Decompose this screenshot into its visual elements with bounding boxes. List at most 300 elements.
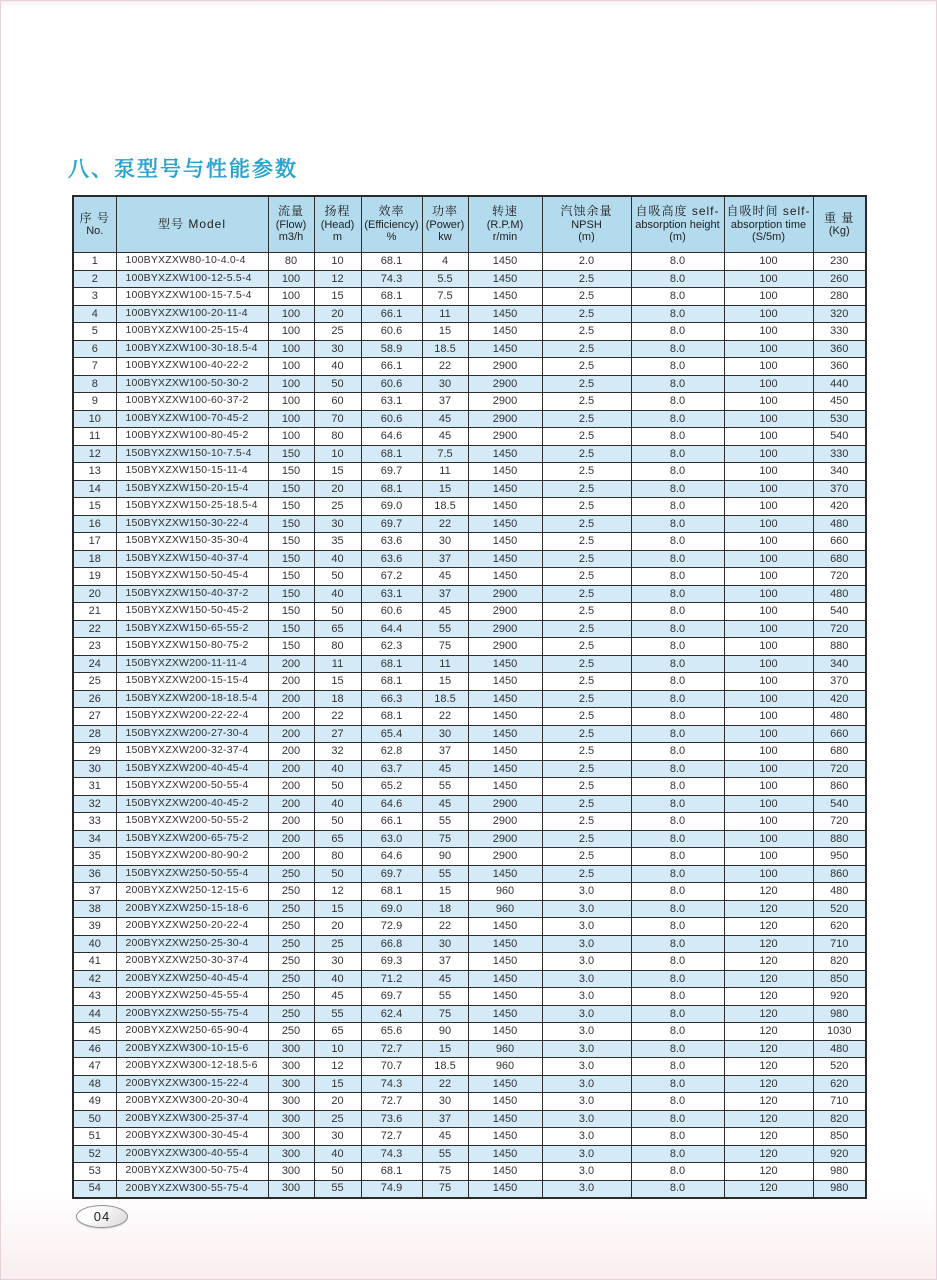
cell-eff: 64.6 — [361, 795, 422, 813]
cell-model: 200BYXZXW250-45-55-4 — [116, 988, 268, 1006]
cell-weight: 320 — [813, 305, 866, 323]
table-row — [73, 743, 866, 761]
cell-head: 40 — [314, 760, 361, 778]
cell-model: 200BYXZXW300-15-22-4 — [116, 1075, 268, 1093]
cell-eff: 69.0 — [361, 498, 422, 516]
cell-eff: 69.7 — [361, 515, 422, 533]
table-header-row — [73, 196, 866, 253]
cell-npsh: 2.5 — [542, 585, 631, 603]
cell-sat: 120 — [724, 1110, 813, 1128]
cell-npsh: 3.0 — [542, 1058, 631, 1076]
table-row — [73, 253, 866, 271]
cell-flow: 100 — [268, 270, 314, 288]
cell-rpm: 1450 — [468, 1075, 542, 1093]
cell-rpm: 1450 — [468, 690, 542, 708]
cell-power: 30 — [422, 1093, 468, 1111]
cell-no: 41 — [73, 953, 116, 971]
cell-sat: 120 — [724, 1163, 813, 1181]
cell-head: 25 — [314, 498, 361, 516]
cell-model: 150BYXZXW200-18-18.5-4 — [116, 690, 268, 708]
cell-model: 100BYXZXW100-40-22-2 — [116, 358, 268, 376]
cell-sah: 8.0 — [631, 743, 724, 761]
cell-rpm: 2900 — [468, 375, 542, 393]
cell-head: 15 — [314, 673, 361, 691]
pump-performance-table — [72, 195, 867, 1199]
cell-weight: 450 — [813, 393, 866, 411]
cell-no: 22 — [73, 620, 116, 638]
cell-flow: 150 — [268, 533, 314, 551]
cell-sah: 8.0 — [631, 953, 724, 971]
cell-model: 100BYXZXW100-50-30-2 — [116, 375, 268, 393]
cell-sat: 100 — [724, 358, 813, 376]
cell-eff: 72.9 — [361, 918, 422, 936]
cell-sah: 8.0 — [631, 690, 724, 708]
cell-head: 50 — [314, 778, 361, 796]
table-row — [73, 708, 866, 726]
cell-eff: 64.6 — [361, 428, 422, 446]
cell-eff: 64.4 — [361, 620, 422, 638]
table-row — [73, 568, 866, 586]
header-line: (Flow) — [275, 218, 307, 231]
cell-rpm: 1450 — [468, 655, 542, 673]
cell-sat: 100 — [724, 813, 813, 831]
cell-power: 45 — [422, 603, 468, 621]
table-row — [73, 393, 866, 411]
cell-sah: 8.0 — [631, 970, 724, 988]
cell-eff: 69.7 — [361, 988, 422, 1006]
cell-head: 55 — [314, 1005, 361, 1023]
cell-eff: 62.4 — [361, 1005, 422, 1023]
cell-power: 30 — [422, 935, 468, 953]
cell-weight: 280 — [813, 288, 866, 306]
cell-model: 150BYXZXW150-50-45-2 — [116, 603, 268, 621]
cell-weight: 850 — [813, 1128, 866, 1146]
cell-sat: 120 — [724, 970, 813, 988]
cell-sat: 100 — [724, 603, 813, 621]
cell-power: 18.5 — [422, 1058, 468, 1076]
cell-sah: 8.0 — [631, 1058, 724, 1076]
table-row — [73, 1023, 866, 1041]
cell-eff: 68.1 — [361, 480, 422, 498]
cell-flow: 300 — [268, 1110, 314, 1128]
cell-rpm: 2900 — [468, 795, 542, 813]
cell-npsh: 3.0 — [542, 1075, 631, 1093]
cell-flow: 150 — [268, 480, 314, 498]
cell-flow: 300 — [268, 1145, 314, 1163]
cell-sat: 100 — [724, 253, 813, 271]
cell-sat: 100 — [724, 375, 813, 393]
cell-sat: 120 — [724, 988, 813, 1006]
cell-model: 150BYXZXW150-30-22-4 — [116, 515, 268, 533]
cell-model: 100BYXZXW100-20-11-4 — [116, 305, 268, 323]
cell-rpm: 1450 — [468, 708, 542, 726]
cell-npsh: 2.5 — [542, 323, 631, 341]
cell-power: 11 — [422, 463, 468, 481]
cell-no: 37 — [73, 883, 116, 901]
cell-eff: 60.6 — [361, 603, 422, 621]
cell-rpm: 1450 — [468, 673, 542, 691]
cell-weight: 850 — [813, 970, 866, 988]
cell-sah: 8.0 — [631, 725, 724, 743]
cell-eff: 68.1 — [361, 673, 422, 691]
cell-weight: 520 — [813, 1058, 866, 1076]
cell-rpm: 1450 — [468, 1145, 542, 1163]
cell-power: 22 — [422, 515, 468, 533]
cell-head: 40 — [314, 795, 361, 813]
cell-sat: 100 — [724, 865, 813, 883]
cell-head: 18 — [314, 690, 361, 708]
cell-head: 40 — [314, 1145, 361, 1163]
cell-weight: 340 — [813, 655, 866, 673]
table-head — [73, 196, 866, 253]
cell-rpm: 1450 — [468, 253, 542, 271]
cell-flow: 100 — [268, 393, 314, 411]
cell-eff: 67.2 — [361, 568, 422, 586]
cell-npsh: 2.5 — [542, 778, 631, 796]
cell-weight: 480 — [813, 883, 866, 901]
cell-sah: 8.0 — [631, 428, 724, 446]
cell-model: 100BYXZXW100-60-37-2 — [116, 393, 268, 411]
cell-npsh: 2.5 — [542, 550, 631, 568]
table-row — [73, 953, 866, 971]
cell-sat: 100 — [724, 288, 813, 306]
page-number-badge — [76, 1205, 128, 1228]
cell-sat: 100 — [724, 760, 813, 778]
cell-power: 7.5 — [422, 445, 468, 463]
cell-npsh: 3.0 — [542, 953, 631, 971]
cell-model: 200BYXZXW250-40-45-4 — [116, 970, 268, 988]
cell-flow: 100 — [268, 375, 314, 393]
cell-weight: 480 — [813, 708, 866, 726]
cell-head: 40 — [314, 358, 361, 376]
cell-power: 75 — [422, 638, 468, 656]
cell-npsh: 3.0 — [542, 935, 631, 953]
cell-no: 46 — [73, 1040, 116, 1058]
cell-eff: 63.0 — [361, 830, 422, 848]
cell-power: 18 — [422, 900, 468, 918]
cell-npsh: 2.5 — [542, 830, 631, 848]
cell-sah: 8.0 — [631, 848, 724, 866]
cell-head: 30 — [314, 340, 361, 358]
cell-rpm: 1450 — [468, 270, 542, 288]
cell-sah: 8.0 — [631, 550, 724, 568]
table-row — [73, 445, 866, 463]
table-row — [73, 375, 866, 393]
cell-model: 150BYXZXW200-40-45-2 — [116, 795, 268, 813]
header-line: 扬程 — [324, 204, 351, 219]
cell-sah: 8.0 — [631, 795, 724, 813]
cell-flow: 250 — [268, 970, 314, 988]
cell-sat: 100 — [724, 445, 813, 463]
cell-eff: 60.6 — [361, 375, 422, 393]
header-line: 转速 — [491, 204, 518, 219]
cell-eff: 68.1 — [361, 1163, 422, 1181]
cell-weight: 980 — [813, 1163, 866, 1181]
cell-sah: 8.0 — [631, 498, 724, 516]
cell-flow: 100 — [268, 288, 314, 306]
cell-sat: 120 — [724, 1023, 813, 1041]
cell-model: 150BYXZXW150-40-37-2 — [116, 585, 268, 603]
cell-npsh: 2.5 — [542, 795, 631, 813]
cell-sah: 8.0 — [631, 778, 724, 796]
cell-sat: 120 — [724, 1005, 813, 1023]
cell-eff: 66.1 — [361, 813, 422, 831]
cell-weight: 540 — [813, 795, 866, 813]
cell-sah: 8.0 — [631, 1128, 724, 1146]
cell-power: 22 — [422, 708, 468, 726]
cell-model: 200BYXZXW300-55-75-4 — [116, 1180, 268, 1198]
header-line: NPSH — [571, 218, 602, 231]
cell-sah: 8.0 — [631, 288, 724, 306]
cell-rpm: 1450 — [468, 568, 542, 586]
cell-sat: 120 — [724, 1058, 813, 1076]
cell-no: 1 — [73, 253, 116, 271]
cell-weight: 330 — [813, 445, 866, 463]
cell-no: 7 — [73, 358, 116, 376]
cell-sah: 8.0 — [631, 1075, 724, 1093]
cell-sah: 8.0 — [631, 918, 724, 936]
cell-head: 60 — [314, 393, 361, 411]
cell-flow: 200 — [268, 795, 314, 813]
cell-flow: 250 — [268, 1023, 314, 1041]
cell-power: 55 — [422, 865, 468, 883]
cell-power: 15 — [422, 323, 468, 341]
cell-no: 28 — [73, 725, 116, 743]
cell-weight: 720 — [813, 620, 866, 638]
header-line: (m) — [669, 231, 686, 244]
header-line: r/min — [492, 231, 518, 244]
cell-sat: 100 — [724, 778, 813, 796]
cell-flow: 200 — [268, 743, 314, 761]
cell-sah: 8.0 — [631, 1023, 724, 1041]
cell-sah: 8.0 — [631, 1005, 724, 1023]
cell-npsh: 3.0 — [542, 988, 631, 1006]
cell-model: 150BYXZXW200-11-11-4 — [116, 655, 268, 673]
table-row — [73, 463, 866, 481]
header-line: (R.P.M) — [486, 218, 524, 231]
cell-weight: 620 — [813, 918, 866, 936]
cell-no: 24 — [73, 655, 116, 673]
cell-no: 40 — [73, 935, 116, 953]
cell-sat: 100 — [724, 393, 813, 411]
cell-power: 15 — [422, 1040, 468, 1058]
cell-sah: 8.0 — [631, 935, 724, 953]
cell-sat: 100 — [724, 690, 813, 708]
cell-npsh: 2.5 — [542, 288, 631, 306]
cell-npsh: 2.5 — [542, 498, 631, 516]
cell-rpm: 960 — [468, 1040, 542, 1058]
cell-flow: 200 — [268, 778, 314, 796]
cell-head: 12 — [314, 883, 361, 901]
cell-weight: 950 — [813, 848, 866, 866]
cell-eff: 70.7 — [361, 1058, 422, 1076]
cell-eff: 63.6 — [361, 550, 422, 568]
cell-weight: 660 — [813, 725, 866, 743]
cell-no: 9 — [73, 393, 116, 411]
cell-model: 100BYXZXW100-70-45-2 — [116, 410, 268, 428]
cell-model: 150BYXZXW200-50-55-2 — [116, 813, 268, 831]
table-row — [73, 305, 866, 323]
cell-head: 27 — [314, 725, 361, 743]
cell-npsh: 3.0 — [542, 970, 631, 988]
cell-sah: 8.0 — [631, 830, 724, 848]
cell-weight: 710 — [813, 935, 866, 953]
cell-eff: 62.3 — [361, 638, 422, 656]
cell-sah: 8.0 — [631, 1163, 724, 1181]
cell-head: 25 — [314, 323, 361, 341]
cell-no: 19 — [73, 568, 116, 586]
cell-power: 15 — [422, 480, 468, 498]
cell-rpm: 1450 — [468, 463, 542, 481]
cell-sat: 100 — [724, 743, 813, 761]
cell-head: 10 — [314, 253, 361, 271]
cell-npsh: 3.0 — [542, 1128, 631, 1146]
table-row — [73, 603, 866, 621]
cell-no: 45 — [73, 1023, 116, 1041]
table-row — [73, 883, 866, 901]
cell-rpm: 1450 — [468, 1180, 542, 1198]
cell-sah: 8.0 — [631, 638, 724, 656]
cell-flow: 150 — [268, 515, 314, 533]
cell-rpm: 1450 — [468, 498, 542, 516]
cell-weight: 520 — [813, 900, 866, 918]
cell-model: 100BYXZXW100-30-18.5-4 — [116, 340, 268, 358]
column-header-head — [314, 196, 361, 253]
cell-npsh: 2.5 — [542, 445, 631, 463]
cell-model: 150BYXZXW200-22-22-4 — [116, 708, 268, 726]
cell-weight: 710 — [813, 1093, 866, 1111]
cell-head: 25 — [314, 935, 361, 953]
header-line: absorption time — [730, 218, 807, 231]
cell-flow: 200 — [268, 830, 314, 848]
table-row — [73, 830, 866, 848]
column-header-rpm — [468, 196, 542, 253]
cell-power: 18.5 — [422, 690, 468, 708]
cell-power: 45 — [422, 760, 468, 778]
cell-flow: 300 — [268, 1058, 314, 1076]
cell-sat: 120 — [724, 953, 813, 971]
column-header-eff — [361, 196, 422, 253]
cell-weight: 620 — [813, 1075, 866, 1093]
cell-weight: 370 — [813, 673, 866, 691]
table-row — [73, 533, 866, 551]
cell-sah: 8.0 — [631, 813, 724, 831]
cell-head: 80 — [314, 638, 361, 656]
cell-sat: 100 — [724, 830, 813, 848]
table-row — [73, 550, 866, 568]
cell-no: 4 — [73, 305, 116, 323]
cell-rpm: 1450 — [468, 1005, 542, 1023]
cell-npsh: 2.0 — [542, 253, 631, 271]
cell-eff: 65.2 — [361, 778, 422, 796]
cell-sat: 100 — [724, 673, 813, 691]
header-line: 自吸高度 self- — [635, 204, 720, 219]
cell-npsh: 3.0 — [542, 1023, 631, 1041]
cell-head: 50 — [314, 375, 361, 393]
cell-power: 4 — [422, 253, 468, 271]
cell-model: 150BYXZXW150-35-30-4 — [116, 533, 268, 551]
cell-no: 21 — [73, 603, 116, 621]
cell-npsh: 2.5 — [542, 393, 631, 411]
table-row — [73, 1075, 866, 1093]
header-line: 重 量 — [824, 210, 855, 225]
cell-no: 48 — [73, 1075, 116, 1093]
cell-sah: 8.0 — [631, 533, 724, 551]
cell-sah: 8.0 — [631, 323, 724, 341]
cell-sat: 100 — [724, 463, 813, 481]
page-number: 04 — [93, 1209, 111, 1224]
cell-rpm: 1450 — [468, 1093, 542, 1111]
cell-model: 200BYXZXW250-20-22-4 — [116, 918, 268, 936]
cell-weight: 660 — [813, 533, 866, 551]
cell-head: 20 — [314, 918, 361, 936]
cell-model: 200BYXZXW300-25-37-4 — [116, 1110, 268, 1128]
cell-sah: 8.0 — [631, 358, 724, 376]
cell-weight: 480 — [813, 1040, 866, 1058]
cell-sat: 100 — [724, 708, 813, 726]
cell-head: 70 — [314, 410, 361, 428]
cell-sah: 8.0 — [631, 865, 724, 883]
cell-sah: 8.0 — [631, 305, 724, 323]
table-row — [73, 288, 866, 306]
cell-rpm: 1450 — [468, 550, 542, 568]
cell-weight: 980 — [813, 1180, 866, 1198]
cell-head: 80 — [314, 848, 361, 866]
cell-sat: 100 — [724, 533, 813, 551]
cell-weight: 360 — [813, 358, 866, 376]
cell-power: 15 — [422, 883, 468, 901]
cell-power: 90 — [422, 1023, 468, 1041]
cell-power: 55 — [422, 1145, 468, 1163]
cell-head: 30 — [314, 953, 361, 971]
cell-sah: 8.0 — [631, 760, 724, 778]
table-row — [73, 970, 866, 988]
cell-npsh: 3.0 — [542, 1145, 631, 1163]
cell-head: 20 — [314, 305, 361, 323]
cell-eff: 74.3 — [361, 270, 422, 288]
cell-sat: 100 — [724, 550, 813, 568]
cell-no: 31 — [73, 778, 116, 796]
cell-model: 150BYXZXW150-50-45-4 — [116, 568, 268, 586]
cell-eff: 68.1 — [361, 655, 422, 673]
cell-power: 45 — [422, 428, 468, 446]
cell-sat: 100 — [724, 410, 813, 428]
column-header-sat — [724, 196, 813, 253]
cell-no: 32 — [73, 795, 116, 813]
cell-weight: 920 — [813, 1145, 866, 1163]
cell-sah: 8.0 — [631, 410, 724, 428]
cell-sat: 120 — [724, 1145, 813, 1163]
cell-no: 10 — [73, 410, 116, 428]
table-row — [73, 1128, 866, 1146]
cell-sah: 8.0 — [631, 568, 724, 586]
cell-npsh: 2.5 — [542, 375, 631, 393]
cell-weight: 980 — [813, 1005, 866, 1023]
cell-weight: 820 — [813, 953, 866, 971]
cell-model: 150BYXZXW200-40-45-4 — [116, 760, 268, 778]
cell-flow: 250 — [268, 953, 314, 971]
column-header-npsh — [542, 196, 631, 253]
cell-npsh: 2.5 — [542, 813, 631, 831]
cell-power: 15 — [422, 673, 468, 691]
cell-model: 150BYXZXW150-15-11-4 — [116, 463, 268, 481]
header-line: 流量 — [277, 204, 304, 219]
cell-sat: 120 — [724, 1180, 813, 1198]
cell-head: 20 — [314, 1093, 361, 1111]
cell-head: 25 — [314, 1110, 361, 1128]
cell-sah: 8.0 — [631, 1110, 724, 1128]
cell-head: 65 — [314, 620, 361, 638]
